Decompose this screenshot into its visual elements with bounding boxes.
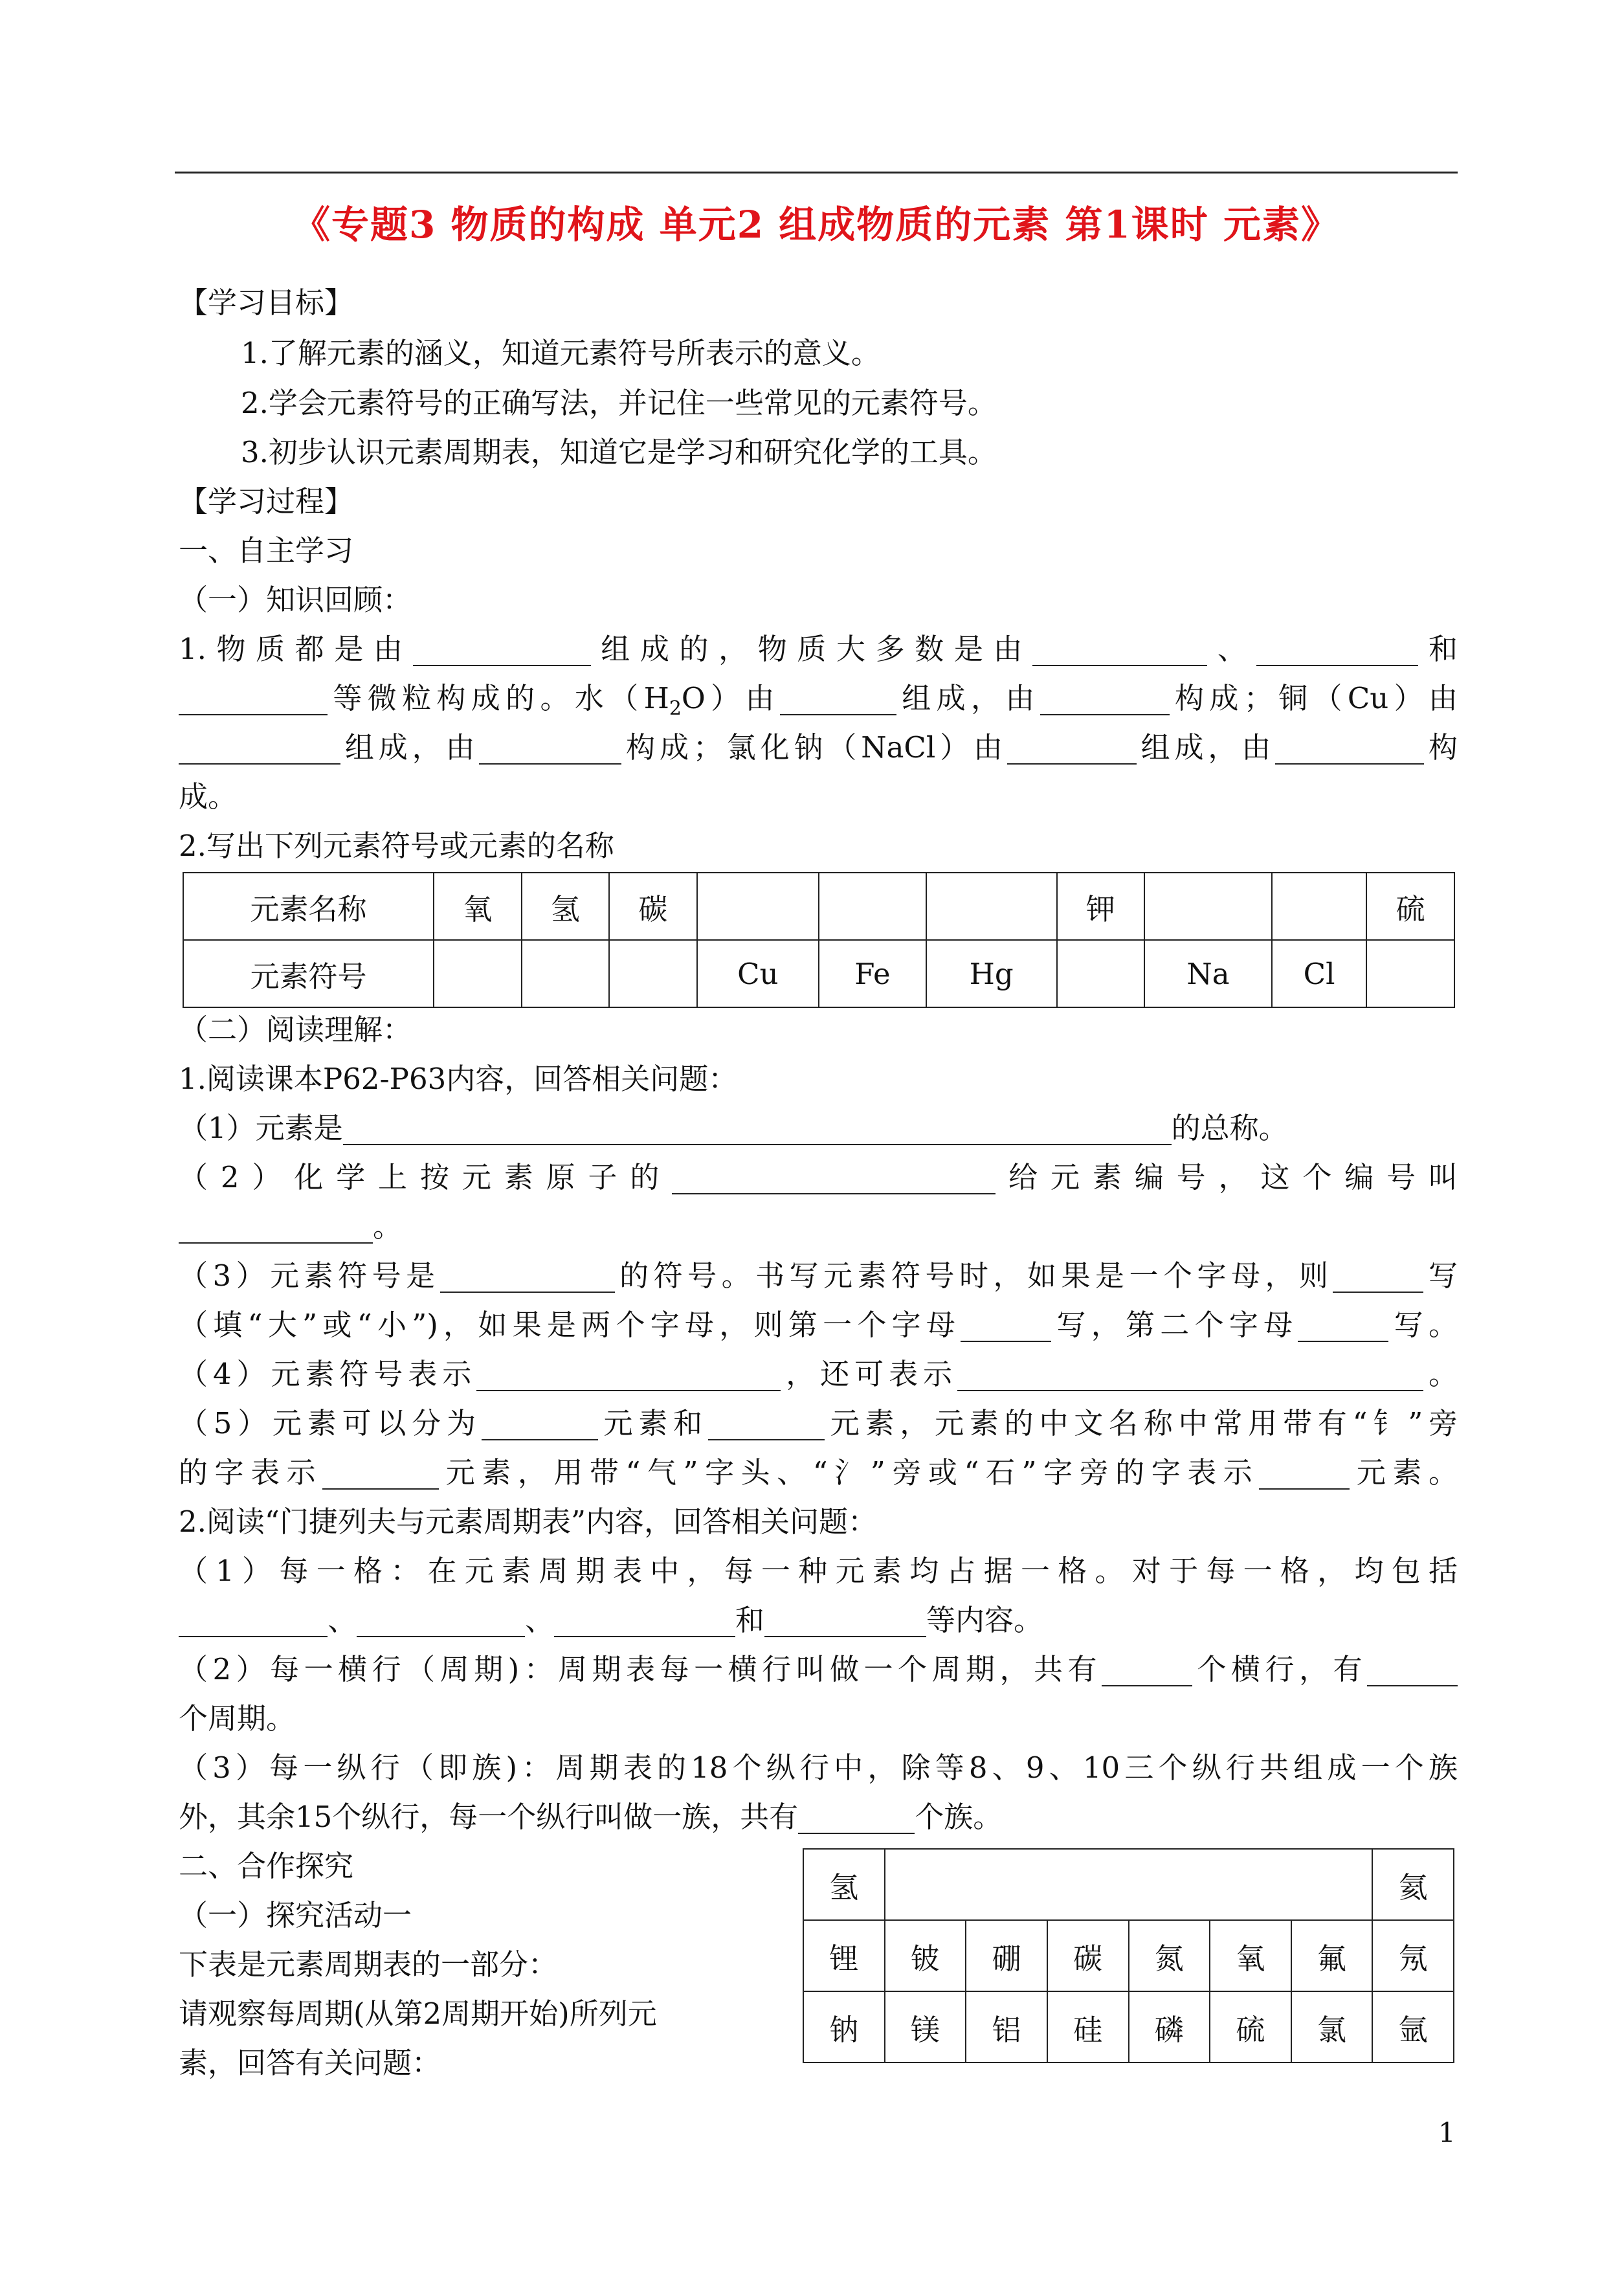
element-cell: 氟 [1291,1920,1373,1991]
element-cell: 镁 [885,1991,966,2063]
answer-blank[interactable] [476,1359,781,1391]
element-cell: 氧 [1210,1920,1291,1991]
process-heading: 【学习过程】 [179,484,354,519]
question-line: （3）每一纵行（即族)：周期表的18个纵行中，除等8、9、10三个纵行共组成一个族 [179,1751,1458,1785]
question-line: 等微粒构成的。水$(H_2O)$由 组成，由 构成；铜（Cu）由 [179,675,1458,732]
header-rule [175,172,1458,173]
answer-blank[interactable] [1040,684,1170,715]
table-row [803,1991,1454,2063]
element-cell: 硫 [1210,1991,1291,2063]
answer-blank[interactable] [708,1409,825,1440]
answer-blank[interactable] [1333,1261,1423,1293]
page-number: 1 [1438,2117,1456,2149]
answer-blank[interactable] [479,733,621,765]
element-table [183,872,1455,1008]
question-line: （2）每一横行（周期)：周期表每一横行叫做一个周期，共有 个横行，有 [179,1646,1458,1693]
question-line: 个周期。 [179,1701,296,1736]
answer-blank[interactable] [798,1802,915,1834]
body-text: 下表是元素周期表的一部分： [179,1947,558,1982]
answer-blank[interactable] [1367,1655,1458,1686]
table-cell[interactable] [1057,940,1145,1007]
table-cell[interactable] [819,873,926,940]
answer-blank[interactable] [179,684,328,715]
question-line: （3）元素符号是 的符号。书写元素符号时，如果是一个字母，则 写 [179,1258,1458,1293]
subsection-heading: （一）探究活动一 [179,1898,412,1932]
table-cell[interactable]: 钾 [1057,873,1145,940]
element-cell: 铝 [966,1991,1047,2063]
answer-blank[interactable] [1102,1655,1192,1686]
answer-blank[interactable] [179,1605,328,1637]
element-cell: 铍 [885,1920,966,1991]
question-line: （1）每一格：在元素周期表中，每一种元素均占据一格。对于每一格，均包括 [179,1554,1458,1588]
answer-blank[interactable] [957,1359,1423,1391]
section-heading: 一、自主学习 [179,533,354,568]
table-cell[interactable]: Cu [697,940,819,1007]
table-cell[interactable]: Fe [819,940,926,1007]
element-cell: 氮 [1129,1920,1210,1991]
question-line: 的字表示 元素，用带“气”字头、“氵”旁或“石”字旁的字表示 元素。 [179,1455,1458,1490]
question-line: 。 [179,1203,1458,1250]
objective-item: 2.学会元素符号的正确写法，并记住一些常见的元素符号。 [241,386,997,420]
answer-blank[interactable] [179,733,340,765]
question-line: （填“大”或“小”)，如果是两个字母，则第一个字母 写，第二个字母 写。 [179,1308,1458,1342]
page-title: 《专题3 物质的构成 单元2 组成物质的元素 第1课时 元素》 [292,203,1340,247]
table-cell[interactable] [434,940,522,1007]
answer-blank[interactable] [413,634,591,666]
objectives-heading: 【学习目标】 [179,285,354,320]
table-cell[interactable] [697,873,819,940]
subsection-heading: （二）阅读理解： [179,1012,412,1047]
question-line: （1）元素是 的总称。 [179,1111,1288,1145]
question-title: 1.阅读课本P62-P63内容，回答相关问题： [179,1062,738,1096]
answer-blank[interactable] [343,1113,1172,1145]
empty-span-cell [885,1849,1373,1920]
table-cell[interactable]: 碳 [609,873,697,940]
answer-blank[interactable] [1298,1310,1388,1342]
table-cell[interactable] [1144,873,1272,940]
element-cell: 磷 [1129,1991,1210,2063]
question-line: 成。 [179,779,238,814]
answer-blank[interactable] [440,1261,615,1293]
element-cell: 硼 [966,1920,1047,1991]
periodic-table-excerpt [803,1848,1454,2063]
body-text: 请观察每周期(从第2周期开始)所列元 [179,1997,657,2031]
table-cell[interactable]: Na [1144,940,1272,1007]
table-cell[interactable]: Hg [926,940,1057,1007]
table-cell[interactable]: 氧 [434,873,522,940]
body-text: 素，回答有关问题： [179,2046,441,2080]
table-row [803,1849,1454,1920]
element-cell: 锂 [803,1920,885,1991]
table-cell[interactable]: Cl [1272,940,1367,1007]
question-line: （5）元素可以分为 元素和 元素，元素的中文名称中常用带有“钅”旁 [179,1406,1458,1440]
objective-item: 3.初步认识元素周期表，知道它是学习和研究化学的工具。 [241,435,997,469]
table-row [803,1920,1454,1991]
table-cell[interactable] [1366,940,1454,1007]
answer-blank[interactable] [764,1605,926,1637]
answer-blank[interactable] [322,1458,439,1490]
answer-blank[interactable] [1032,634,1207,666]
answer-blank[interactable] [1259,1458,1350,1490]
table-cell[interactable]: 硫 [1366,873,1454,940]
table-row [183,873,1454,940]
question-line: （4）元素符号表示 ，还可表示 。 [179,1357,1458,1391]
answer-blank[interactable] [482,1409,598,1440]
element-cell: 氢 [803,1849,885,1920]
objective-item: 1.了解元素的涵义，知道元素符号所表示的意义。 [241,336,880,370]
element-cell: 硅 [1047,1991,1129,2063]
question-line: 外，其余15个纵行，每一个纵行叫做一族，共有 个族。 [179,1800,1003,1834]
answer-blank[interactable] [961,1310,1051,1342]
subsection-heading: （一）知识回顾： [179,583,412,617]
answer-blank[interactable] [1256,634,1418,666]
question-line: 组成，由 构成；氯化钠（NaCl）由 组成，由 构 [179,724,1458,771]
element-cell: 碳 [1047,1920,1129,1991]
answer-blank[interactable] [780,684,896,715]
element-cell: 氖 [1372,1920,1454,1991]
element-cell: 氦 [1372,1849,1454,1920]
element-cell: 氩 [1372,1991,1454,2063]
element-cell: 钠 [803,1991,885,2063]
table-cell[interactable] [609,940,697,1007]
table-cell[interactable] [926,873,1057,940]
answer-blank[interactable] [1275,733,1424,765]
question-line: 、 、 和 等内容。 [179,1597,1458,1644]
table-row [183,940,1454,1007]
table-cell[interactable]: 氢 [522,873,610,940]
answer-blank[interactable] [179,1212,373,1244]
question-title: 2.写出下列元素符号或元素的名称 [179,829,614,863]
table-header-cell: 元素符号 [183,940,434,1007]
question-line: （2）化学上按元素原子的 给元素编号，这个编号叫 [179,1160,1458,1194]
answer-blank[interactable] [1007,733,1137,765]
element-cell: 氯 [1291,1991,1373,2063]
question-line: 1.物质都是由 组成的，物质大多数是由 、 和 [179,632,1458,666]
question-title: 2.阅读“门捷列夫与元素周期表”内容，回答相关问题： [179,1504,877,1539]
answer-blank[interactable] [554,1605,735,1637]
table-header-cell: 元素名称 [183,873,434,940]
answer-blank[interactable] [357,1605,525,1637]
answer-blank[interactable] [672,1163,996,1194]
section-heading: 二、合作探究 [179,1849,354,1883]
table-cell[interactable] [1272,873,1367,940]
table-cell[interactable] [522,940,610,1007]
